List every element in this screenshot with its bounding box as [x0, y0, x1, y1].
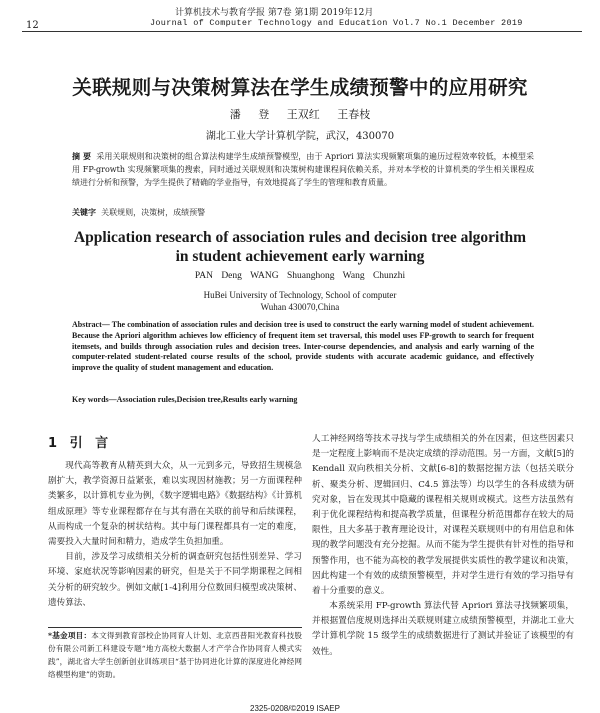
keywords-cn-label: 关键字 [72, 207, 96, 217]
abstract-cn-text: 采用关联规则和决策树的组合算法构建学生成绩预警模型，由于 Apriori 算法实现频繁项集的遍历过程效率较低，本模型采用 FP-growth 实现频繁项集的搜索，同时通过关联规则和决策树构建课程间依赖关系，并对本学校的计算机类的学生相关课程成绩进行分析和预警，为学生提供了精确的学业指导，有效地提高了学生的管理和教育质量。 [72, 152, 534, 187]
affiliation-en-line2: Wuhan 430070,China [260, 302, 340, 312]
paper-title-cn: 关联规则与决策树算法在学生成绩预警中的应用研究 [72, 76, 528, 99]
section-heading-intro: 1 引 言 [48, 436, 109, 451]
affiliation-en-line1: HuBei University of Technology, School of computer [203, 290, 397, 300]
journal-header-cn: 计算机技术与教育学报 第7卷 第1期 2019年12月 [175, 8, 374, 18]
body-left-column [48, 459, 302, 611]
journal-header-en: Journal of Computer Technology and Education Vol.7 No.1 December 2019 [150, 18, 523, 28]
footnote-label: *基金项目： [48, 631, 92, 640]
authors-cn: 潘 登 王双红 王春枝 [229, 108, 371, 121]
keywords-cn [72, 207, 205, 218]
footnote-text: 本文得到教育部校企协同育人计划、北京西普阳光教育科技股份有限公司新工科建设专题“地方高校大数据人才产学合作协同育人模式实践”，湖北省大学生创新创业训练项目“基于协同进化计算的深度进化神经网络模型构建”的资助。 [48, 631, 302, 679]
keywords-en: Key words—Association rules,Decision tree,Results early warning [72, 395, 298, 404]
paper-title-en-line2: in student achievement early warning [175, 248, 425, 265]
affiliation-cn: 湖北工业大学计算机学院，武汉，430070 [205, 131, 395, 142]
abstract-en [72, 320, 534, 374]
abstract-cn [72, 150, 534, 189]
authors-en: PAN Deng WANG Shuanghong Wang Chunzhi [194, 271, 406, 281]
affiliation-en [0, 289, 600, 313]
body-right-column [312, 432, 574, 599]
body-paragraph: 人工神经网络等技术寻找与学生成绩相关的外在因素，但这些因素只是一定程度上影响而不是决定成绩的浮动范围。另一方面，文献[5]的 Kendall 双向秩相关分析、文献[6-8]的数据挖掘方法（包括关联分析、聚类分析、逻辑回归、C4.5 算法等）均以学生的各科成绩为研究对象，旨在发现其中隐藏的课程相关规则或模式。这些方法虽然有利于优化课程结构和提高教学质量，但课程分析范围都存在较大的局限性，且大多基于教育理论设计，对课程关联规则中的有用信息和体现的教学问题没有充分挖掘。从而不能为学生提供有针对性的指导和预警作用，也不能为高校的教学发展提供实质性的教学建议和决策，因此构建一个有效的成绩预警模型，并对学生进行有效的学习指导有着十分重要的意义。 [312, 434, 574, 597]
body-right-column-2 [312, 599, 574, 660]
abstract-en-label: Abstract— [72, 320, 110, 329]
footnote-rule [48, 627, 302, 628]
page-number: 12 [26, 20, 39, 31]
keywords-cn-text: 关联规则，决策树，成绩预警 [101, 208, 206, 217]
header-rule [22, 31, 582, 32]
body-paragraph: 现代高等教育从精英到大众，从一元到多元，导致招生规模急剧扩大，教学资源日益紧张，难以实现因材施教；另一方面课程种类繁多，以计算机专业为例，《数字逻辑电路》《数据结构》《计算机组成原理》等专业课程都存在与其有潜在关联的前导和后续课程，从而构成一个复杂的树状结构。其中每门课程都具有一定的难度，需要投入大量时间和精力，造成学生负担加重。 [48, 461, 302, 548]
body-paragraph: 本系统采用 FP-growth 算法代替 Apriori 算法寻找频繁项集，并根据置信度规则选择出关联规则建立成绩预警模型，并湖北工业大学计算机学院 15 级学生的成绩数据进行了测试并验证了该模型的有效性。 [312, 601, 574, 657]
footnote-funding [48, 629, 302, 681]
abstract-en-text: The combination of association rules and decision tree is used to construct the early warning model of student achievement. Because the Apriori algorithm achieves low efficiency of frequent item set traversal, this model uses FP-growth to search for frequent itemsets, and builds through association rules and decision trees. Inter-course dependencies, and analysis and early warning of the computer-related student-related course results of the school, provide students with accurate academic guidance, and effectively improve the quality of student management and education. [72, 320, 535, 373]
body-paragraph: 目前，涉及学习成绩相关分析的调查研究包括性别差异、学习环境、家庭状况等影响因素的研究，但是关于不同学期课程之间相关分析的研究较少。例如文献[1-4]利用分位数回归模型或决策树、遗传算法、 [48, 552, 302, 608]
paper-title-en-line1: Application research of association rules and decision tree algorithm [73, 229, 527, 246]
issn-footer: 2325-0208/©2019 ISAEP [250, 704, 340, 713]
abstract-cn-label: 摘 要 [72, 151, 92, 161]
paper-title-en [0, 228, 600, 266]
